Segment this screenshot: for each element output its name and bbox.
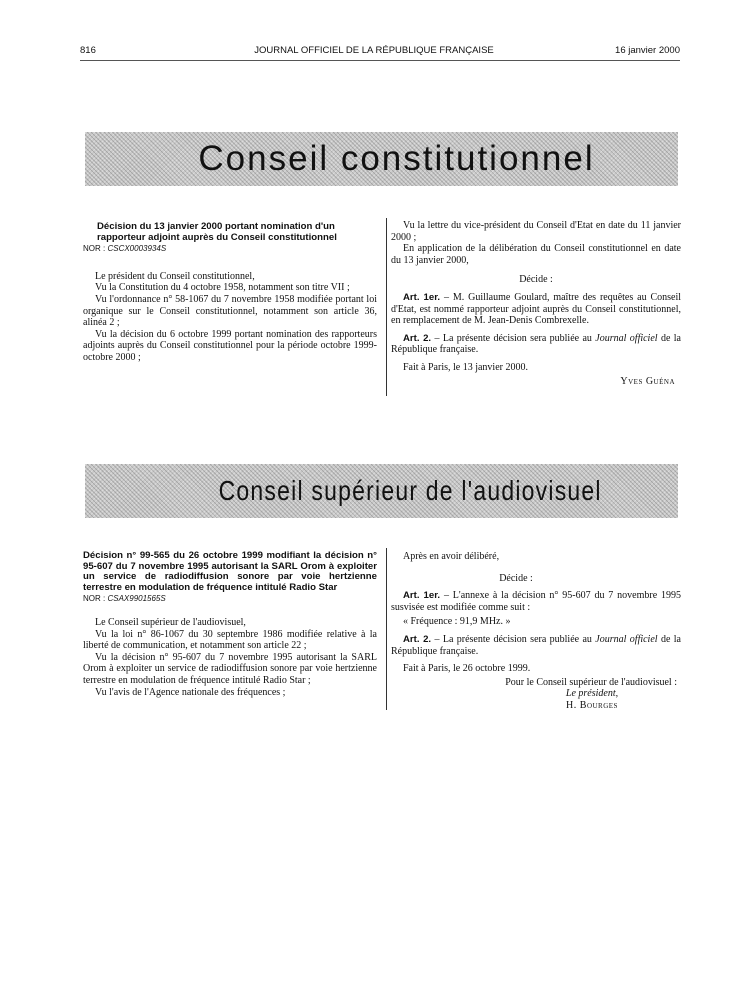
section-banner-title: Conseil supérieur de l'audiovisuel xyxy=(218,475,602,506)
article-1: Art. 1er. – M. Guillaume Goulard, maître des requêtes au Conseil d'Etat, est nommé rapporteur adjoint auprès du Conseil constitutionnel, en remplacement de M. Jean-Denis Combrexelle. xyxy=(391,291,681,327)
article-1: Art. 1er. – L'annexe à la décision n° 95-607 du 7 novembre 1995 susvisée est modifiée comme suit : xyxy=(391,590,681,613)
section1-right-column xyxy=(391,220,681,387)
preamble-paragraph: Vu l'avis de l'Agence nationale des fréquences ; xyxy=(95,686,286,698)
decision-title: Décision du 13 janvier 2000 portant nomination d'un rapporteur adjoint auprès du Conseil constitutionnel xyxy=(97,221,337,243)
preamble-paragraph: Vu la décision du 6 octobre 1999 portant nomination des rapporteurs adjoints auprès du Conseil constitutionnel pour la période octobre 1999-octobre 2000 ; xyxy=(83,328,377,363)
section-banner-title: Conseil constitutionnel xyxy=(198,139,595,178)
issue-date: 16 janvier 2000 xyxy=(615,45,680,56)
section-banner-csa xyxy=(85,464,678,518)
preamble-paragraph: Après en avoir délibéré, xyxy=(403,551,500,562)
signoff: Pour le Conseil supérieur de l'audiovisuel : xyxy=(505,676,677,688)
decision-title: Décision n° 99-565 du 26 octobre 1999 modifiant la décision n° 95-607 du 7 novembre 1995 autorisant la SARL Orom à exploiter un service de radiodiffusion sonore par voie hertzienne terrestre en modulation de fréquence intitulé Radio Star xyxy=(83,550,377,593)
signatory-role: Le président, xyxy=(565,688,619,700)
article-2: Art. 2. – La présente décision sera publiée au Journal officiel de la République française. xyxy=(391,332,681,356)
preamble-paragraph: Vu la décision n° 95-607 du 7 novembre 1995 autorisant la SARL Orom à exploiter un service de radiodiffusion sonore par voie hertzienne terrestre en modulation de fréquence intitulé Radio Star ; xyxy=(83,651,377,686)
preamble-paragraph: Le président du Conseil constitutionnel, xyxy=(95,270,255,282)
decide-heading: Décide : xyxy=(519,274,553,286)
preamble-paragraph: Vu la lettre du vice-président du Conseil d'Etat en date du 11 janvier 2000 ; xyxy=(391,220,681,243)
preamble-paragraph: Vu la Constitution du 4 octobre 1958, notamment son titre VII ; xyxy=(95,282,350,294)
header-rule xyxy=(80,60,680,61)
done-at: Fait à Paris, le 13 janvier 2000. xyxy=(403,361,528,373)
article-2: Art. 2. – La présente décision sera publiée au Journal officiel de la République française. xyxy=(391,633,681,657)
section-banner-conseil-constitutionnel xyxy=(85,132,678,186)
preamble-paragraph: Le Conseil supérieur de l'audiovisuel, xyxy=(95,616,246,628)
page-number: 816 xyxy=(80,45,96,56)
preamble-paragraph: Vu la loi n° 86-1067 du 30 septembre 1986 modifiée relative à la liberté de communication, et notamment son article 22 ; xyxy=(83,628,377,652)
journal-title: JOURNAL OFFICIEL DE LA RÉPUBLIQUE FRANÇAISE xyxy=(254,45,494,56)
decide-heading: Décide : xyxy=(499,572,533,584)
preamble-paragraph: Vu l'ordonnance n° 58-1067 du 7 novembre 1958 modifiée portant loi organique sur le Conseil constitutionnel, notamment son article 36, alinéa 2 ; xyxy=(83,293,377,329)
frequency-line: « Fréquence : 91,9 MHz. » xyxy=(403,616,511,628)
nor-reference: NOR : CSCX0003934S xyxy=(83,244,167,254)
section2-left-column xyxy=(83,551,377,698)
done-at: Fait à Paris, le 26 octobre 1999. xyxy=(403,663,531,675)
preamble-paragraph: En application de la délibération du Conseil constitutionnel en date du 13 janvier 2000, xyxy=(391,243,681,266)
signature: H. Bourges xyxy=(566,699,618,711)
section1-left-column xyxy=(83,222,377,364)
nor-reference: NOR : CSAX9901565S xyxy=(83,594,166,604)
column-divider xyxy=(386,218,387,396)
column-divider xyxy=(386,548,387,710)
section2-right-column xyxy=(391,551,681,712)
signature: Yves Guéna xyxy=(620,375,675,387)
